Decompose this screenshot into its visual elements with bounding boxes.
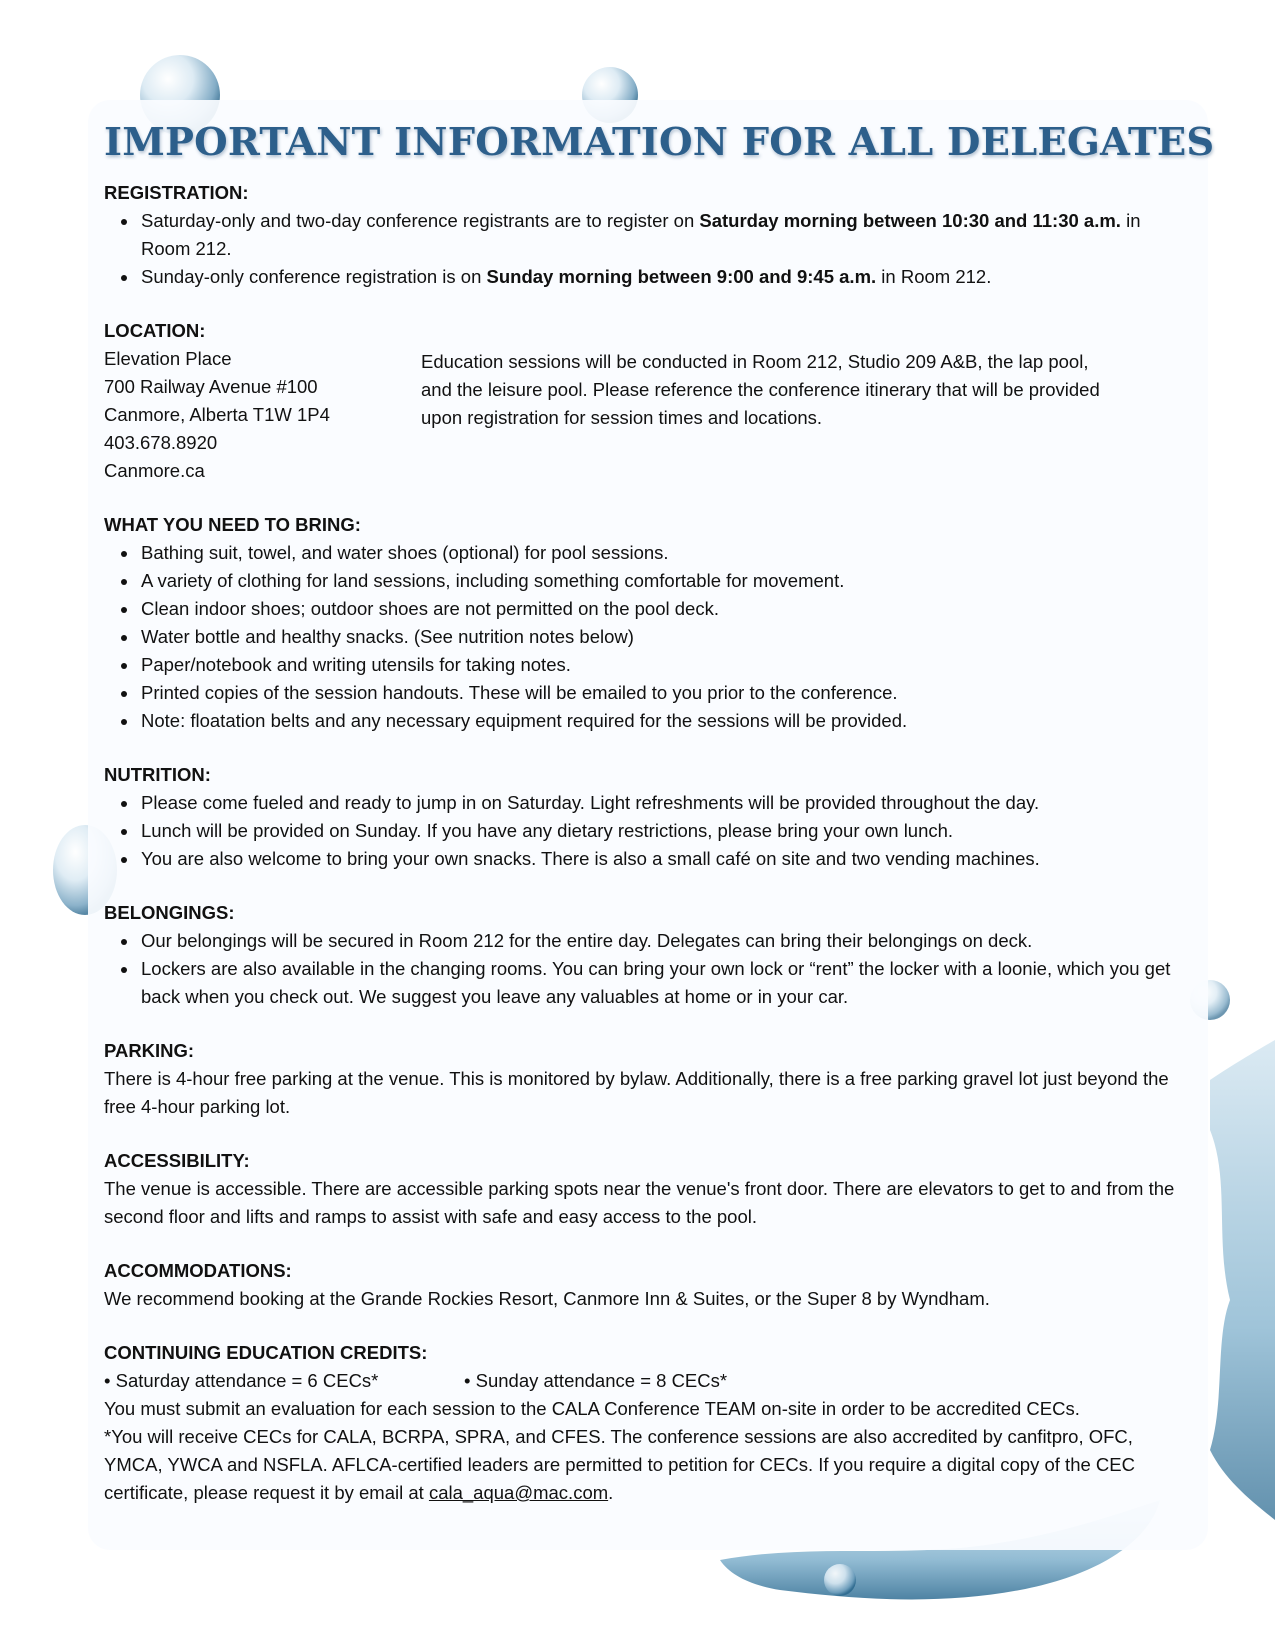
bring-list — [104, 539, 1194, 735]
list-item: • Lunch will be provided on Sunday. If you have any dietary restrictions, please bring your own lunch. — [139, 817, 1194, 845]
list-item: • Note: floatation belts and any necessary equipment required for the sessions will be provided. — [139, 707, 1194, 735]
water-drop — [824, 1564, 856, 1596]
list-item: • Paper/notebook and writing utensils for taking notes. — [139, 651, 1194, 679]
document-content — [104, 120, 1215, 1533]
section-heading: ACCESSIBILITY: — [104, 1150, 250, 1171]
accommodations-text: We recommend booking at the Grande Rockies Resort, Canmore Inn & Suites, or the Super 8 by Wyndham. — [104, 1288, 990, 1309]
list-item: • Sunday-only conference registration is on Sunday morning between 9:00 and 9:45 a.m. in Room 212. — [139, 263, 1194, 291]
accommodations-section — [104, 1257, 1194, 1313]
list-item: • Lockers are also available in the changing rooms. You can bring your own lock or “rent” the locker with a loonie, which you get back when you check out. We suggest you leave any valuables at home or in your car. — [139, 955, 1194, 1011]
belongings-list — [104, 927, 1194, 1011]
cec-accreditation-text: *You will receive CECs for CALA, BCRPA, SPRA, and CFES. The conference sessions are also accredited by canfitpro, OFC, YMCA, YWCA and NSFLA. AFLCA-certified leaders are permitted to petition for CECs. If you require a digital copy of the CEC certificate, please request it by email at cala_aqua@mac.com. — [104, 1426, 1135, 1503]
bring-section — [104, 511, 1194, 735]
parking-text: There is 4-hour free parking at the venue. This is monitored by bylaw. Additionally, there is a free parking gravel lot just beyond the free 4-hour parking lot. — [104, 1068, 1169, 1117]
list-item: • Saturday-only and two-day conference registrants are to register on Saturday morning between 10:30 and 11:30 a.m. in Room 212. — [139, 207, 1194, 263]
section-heading: BELONGINGS: — [104, 902, 235, 923]
cec-attendance-row — [104, 1367, 1194, 1395]
list-item: • Printed copies of the session handouts. These will be emailed to you prior to the conference. — [139, 679, 1194, 707]
list-item: • Water bottle and healthy snacks. (See nutrition notes below) — [139, 623, 1194, 651]
list-item: • Please come fueled and ready to jump in on Saturday. Light refreshments will be provided throughout the day. — [139, 789, 1194, 817]
section-heading: LOCATION: — [104, 320, 206, 341]
accessibility-section — [104, 1147, 1194, 1231]
registration-list — [104, 207, 1194, 291]
section-heading: REGISTRATION: — [104, 182, 249, 203]
section-heading: PARKING: — [104, 1040, 195, 1061]
belongings-section — [104, 899, 1194, 1011]
nutrition-list — [104, 789, 1194, 873]
venue-name: Elevation Place — [104, 348, 232, 369]
cec-sunday: • Sunday attendance = 8 CECs* — [464, 1370, 728, 1391]
list-item: • Bathing suit, towel, and water shoes (optional) for pool sessions. — [139, 539, 1194, 567]
email-link[interactable]: cala_aqua@mac.com — [428, 1482, 609, 1503]
water-splash — [1210, 1040, 1275, 1520]
cec-section — [104, 1339, 1194, 1507]
list-item: • A variety of clothing for land sessions, including something comfortable for movement. — [139, 567, 1194, 595]
cec-saturday: • Saturday attendance = 6 CECs* — [104, 1370, 379, 1391]
section-heading: CONTINUING EDUCATION CREDITS: — [104, 1342, 428, 1363]
list-item: • Our belongings will be secured in Room 212 for the entire day. Delegates can bring their belongings on deck. — [139, 927, 1194, 955]
list-item: • Clean indoor shoes; outdoor shoes are not permitted on the pool deck. — [139, 595, 1194, 623]
cec-evaluation-text: You must submit an evaluation for each session to the CALA Conference TEAM on-site in order to be accredited CECs. — [104, 1398, 1080, 1419]
location-section — [104, 317, 1194, 485]
venue-website: Canmore.ca — [104, 460, 205, 481]
parking-section — [104, 1037, 1194, 1121]
nutrition-section — [104, 761, 1194, 873]
venue-street: 700 Railway Avenue #100 — [104, 376, 318, 397]
section-heading: WHAT YOU NEED TO BRING: — [104, 514, 361, 535]
venue-phone: 403.678.8920 — [104, 432, 218, 453]
page-title: IMPORTANT INFORMATION FOR ALL DELEGATES — [104, 120, 1215, 165]
section-heading: ACCOMMODATIONS: — [104, 1260, 292, 1281]
registration-section — [104, 179, 1194, 291]
list-item: • You are also welcome to bring your own snacks. There is also a small café on site and two vending machines. — [139, 845, 1194, 873]
location-description: Education sessions will be conducted in Room 212, Studio 209 A&B, the lap pool, and the leisure pool. Please reference the conference itinerary that will be provided upon registration for session times and locations. — [421, 351, 1100, 428]
venue-city: Canmore, Alberta T1W 1P4 — [104, 404, 330, 425]
section-heading: NUTRITION: — [104, 764, 211, 785]
venue-address — [104, 345, 421, 485]
accessibility-text: The venue is accessible. There are accessible parking spots near the venue's front door. There are elevators to get to and from the second floor and lifts and ramps to assist with safe and easy access to the pool. — [104, 1178, 1175, 1227]
